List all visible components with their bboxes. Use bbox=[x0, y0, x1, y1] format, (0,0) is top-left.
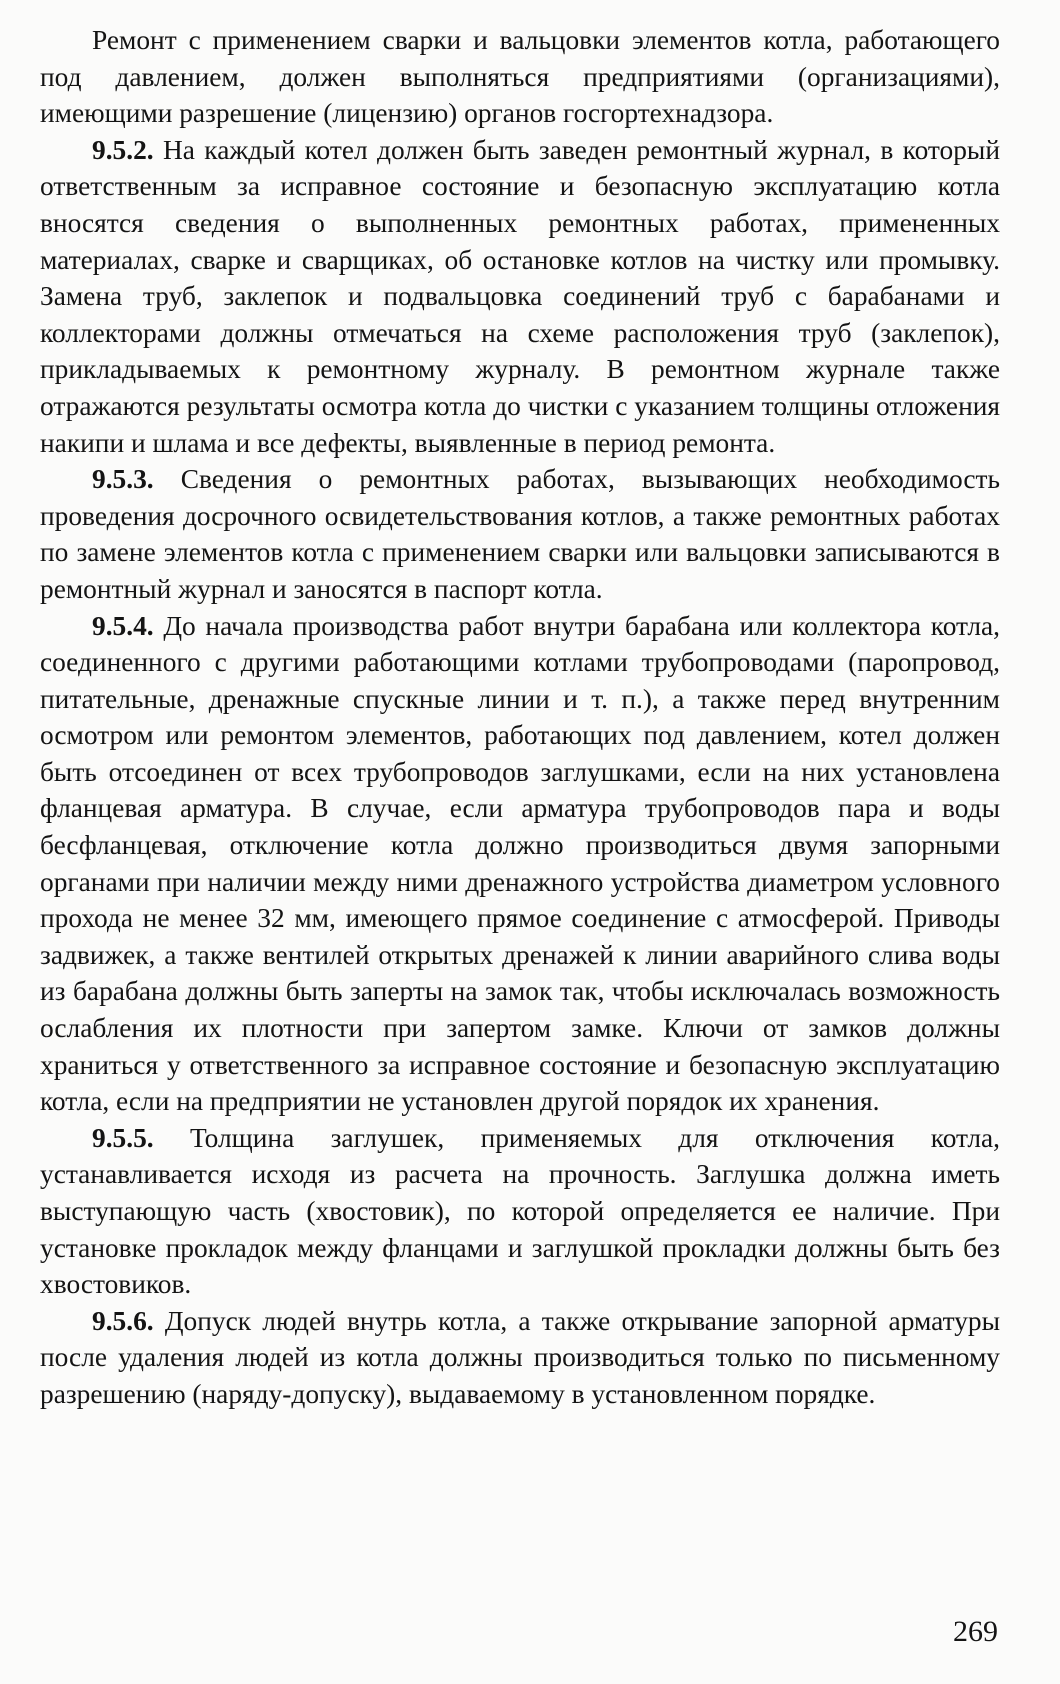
paragraph-9-5-3 bbox=[40, 461, 1000, 607]
paragraph-number: 9.5.5. bbox=[92, 1122, 154, 1153]
paragraph-text: Ремонт с применением сварки и вальцовки элементов котла, работающего под давлением, должен выполняться предприятиями (организациями), имеющими разрешение (лицензию) органов госгортехнадзора. bbox=[40, 25, 1000, 129]
paragraph-number: 9.5.4. bbox=[92, 610, 154, 641]
body-text bbox=[40, 22, 1000, 1413]
page-number: 269 bbox=[953, 1615, 998, 1648]
paragraph-number: 9.5.6. bbox=[92, 1305, 154, 1336]
paragraph-text: Толщина заглушек, применяемых для отключения котла, устанавливается исходя из расчета на прочность. Заглушка должна иметь выступающую часть (хвостовик), по которой определяется ее наличие. При установке прокладок между фланцами и заглушкой прокладки должны быть без хвостовиков. bbox=[40, 1122, 1000, 1300]
paragraph-text: На каждый котел должен быть заведен ремонтный журнал, в который ответственным за исправное состояние и безопасную эксплуатацию котла вносятся сведения о выполненных ремонтных работах, примененных материалах, сварке и сварщиках, об остановке котлов на чистку или промывку. Замена труб, заклепок и подвальцовка соединений труб с барабанами и коллекторами должны отмечаться на схеме расположения труб (заклепок), прикладываемых к ремонтному журналу. В ремонтном журнале также отражаются результаты осмотра котла до чистки с указанием толщины отложения накипи и шлама и все дефекты, выявленные в период ремонта. bbox=[40, 134, 1000, 458]
paragraph-number: 9.5.2. bbox=[92, 134, 154, 165]
paragraph-9-5-6 bbox=[40, 1303, 1000, 1413]
paragraph-text: До начала производства работ внутри барабана или коллектора котла, соединенного с другими работающими котлами трубопроводами (паропровод, питательные, дренажные спускные линии и т. п.), а также перед внутренним осмотром или ремонтом элементов, работающих под давлением, котел должен быть отсоединен от всех трубопроводов заглушками, если на них установлена фланцевая арматура. В случае, если арматура трубопроводов пара и воды бесфланцевая, отключение котла должно производиться двумя запорными органами при наличии между ними дренажного устройства диаметром условного прохода не менее 32 мм, имеющего прямое соединение с атмосферой. Приводы задвижек, а также вентилей открытых дренажей к линии аварийного слива воды из барабана должны быть заперты на замок так, чтобы исключалась возможность ослабления их плотности при запертом замке. Ключи от замков должны храниться у ответственного за исправное состояние и безопасную эксплуатацию котла, если на предприятии не установлен другой порядок их хранения. bbox=[40, 610, 1000, 1117]
paragraph-9-5-5 bbox=[40, 1120, 1000, 1303]
paragraph-text: Допуск людей внутрь котла, а также открывание запорной арматуры после удаления людей из котла должны производиться только по письменному разрешению (наряду-допуску), выдаваемому в установленном порядке. bbox=[40, 1305, 1000, 1409]
paragraph-number: 9.5.3. bbox=[92, 464, 154, 495]
paragraph-9-5-4 bbox=[40, 608, 1000, 1120]
paragraph-intro bbox=[40, 22, 1000, 132]
paragraph-9-5-2 bbox=[40, 132, 1000, 461]
paragraph-text: Сведения о ремонтных работах, вызывающих необходимость проведения досрочного освидетельствования котлов, а также ремонтных работах по замене элементов котла с применением сварки или вальцовки записываются в ремонтный журнал и заносятся в паспорт котла. bbox=[40, 464, 1000, 604]
